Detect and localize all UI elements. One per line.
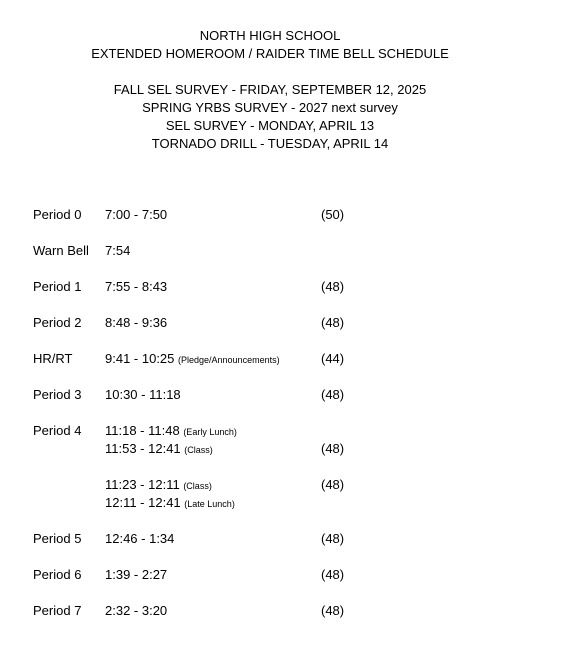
period-time: 8:48 - 9:36 xyxy=(105,315,168,330)
period-minutes: (50) xyxy=(321,207,345,222)
period-minutes: (48) xyxy=(321,477,345,492)
school-name: NORTH HIGH SCHOOL xyxy=(199,28,341,43)
notice-sel-survey: SEL SURVEY - MONDAY, APRIL 13 xyxy=(165,118,375,133)
period-label: Period 5 xyxy=(33,531,82,546)
header-spacer xyxy=(0,63,540,81)
period-minutes: (48) xyxy=(321,567,345,582)
period-time: 1:39 - 2:27 xyxy=(105,567,168,582)
period-label: Period 2 xyxy=(33,315,82,330)
period-label: Period 6 xyxy=(33,567,82,582)
period-note: (Class) xyxy=(183,481,212,491)
bell-schedule xyxy=(33,206,533,620)
period-time: 12:46 - 1:34 xyxy=(105,531,175,546)
period-label: Warn Bell xyxy=(33,243,89,258)
period-minutes: (48) xyxy=(321,387,345,402)
period-time: 11:23 - 12:11 xyxy=(105,477,180,492)
period-note: (Late Lunch) xyxy=(184,499,235,509)
notice-spring-yrbs: SPRING YRBS SURVEY - 2027 next survey xyxy=(142,100,398,115)
schedule-row-period-4-late-class xyxy=(33,476,533,494)
period-label: Period 7 xyxy=(33,603,82,618)
notice-tornado-drill: TORNADO DRILL - TUESDAY, APRIL 14 xyxy=(151,136,389,151)
schedule-row-period-2 xyxy=(33,314,533,332)
period-time: 12:11 - 12:41 xyxy=(105,495,181,510)
schedule-row-period-4-late-lunch xyxy=(33,494,533,512)
period-time: 2:32 - 3:20 xyxy=(105,603,168,618)
notice-fall-sel: FALL SEL SURVEY - FRIDAY, SEPTEMBER 12, 2025 xyxy=(113,82,427,97)
period-time: 7:00 - 7:50 xyxy=(105,207,168,222)
period-time: 7:54 xyxy=(105,243,131,258)
schedule-row-period-5 xyxy=(33,530,533,548)
period-minutes: (48) xyxy=(321,315,345,330)
period-time: 11:53 - 12:41 xyxy=(105,441,181,456)
period-time-group xyxy=(105,476,212,495)
period-minutes: (48) xyxy=(321,441,345,456)
period-time: 11:18 - 11:48 xyxy=(105,423,180,438)
schedule-row-period-7 xyxy=(33,602,533,620)
schedule-row-period-4-early-class xyxy=(33,440,533,458)
schedule-row-period-1 xyxy=(33,278,533,296)
schedule-row-period-3 xyxy=(33,386,533,404)
period-time: 7:55 - 8:43 xyxy=(105,279,168,294)
period-time-group xyxy=(105,350,280,369)
period-label: HR/RT xyxy=(33,351,73,366)
period-time-group xyxy=(105,440,213,459)
period-label: Period 3 xyxy=(33,387,82,402)
schedule-row-warn-bell xyxy=(33,242,533,260)
period-minutes: (48) xyxy=(321,603,345,618)
period-time-group xyxy=(105,494,235,513)
period-label: Period 1 xyxy=(33,279,82,294)
period-note: (Pledge/Announcements) xyxy=(178,355,280,365)
schedule-header xyxy=(0,27,540,153)
schedule-row-period-4-early-lunch xyxy=(33,422,533,440)
schedule-row-homeroom xyxy=(33,350,533,368)
period-label: Period 4 xyxy=(33,423,82,438)
period-time-group xyxy=(105,422,237,441)
period-minutes: (48) xyxy=(321,279,345,294)
period-minutes: (44) xyxy=(321,351,345,366)
period-note: (Class) xyxy=(184,445,213,455)
period-time: 10:30 - 11:18 xyxy=(105,387,181,402)
period-time: 9:41 - 10:25 xyxy=(105,351,175,366)
period-label: Period 0 xyxy=(33,207,82,222)
schedule-row-period-0 xyxy=(33,206,533,224)
schedule-title: EXTENDED HOMEROOM / RAIDER TIME BELL SCHEDULE xyxy=(91,46,449,61)
schedule-row-period-6 xyxy=(33,566,533,584)
period-note: (Early Lunch) xyxy=(183,427,237,437)
period-minutes: (48) xyxy=(321,531,345,546)
